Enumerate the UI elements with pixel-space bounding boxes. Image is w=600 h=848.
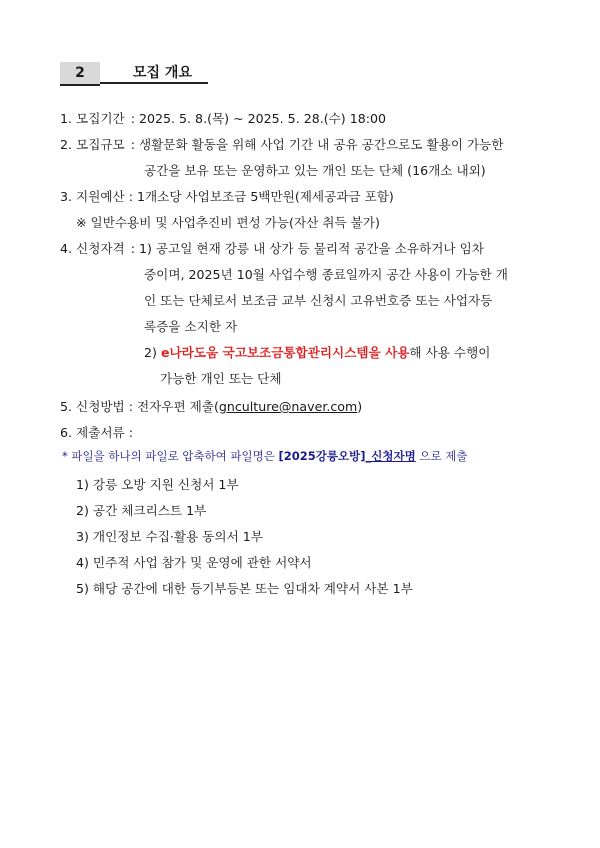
item-value: : 생활문화 활동을 위해 사업 기간 내 공유 공간으로도 활용이 가능한 xyxy=(130,137,504,152)
item-number: 3. xyxy=(60,189,73,204)
item-label: 제출서류 xyxy=(76,425,125,440)
item-scale xyxy=(60,134,503,153)
item-scale-line2: 공간을 보유 또는 운영하고 있는 개인 또는 단체 (16개소 내외) xyxy=(144,163,486,178)
note-filename: [2025강릉오방] xyxy=(278,449,366,463)
highlighted-system-name: e나라도움 국고보조금통합관리시스템을 사용 xyxy=(160,345,410,360)
item-label: 모집규모 xyxy=(76,137,125,152)
item-value-suffix: ) xyxy=(357,399,363,414)
item-label: 신청자격 xyxy=(76,241,125,256)
note-suffix: 으로 제출 xyxy=(419,449,468,463)
eligibility-line2: 중이며, 2025년 10월 사업수행 종료일까지 공간 사용이 가능한 개 xyxy=(144,267,508,282)
note-prefix: * 파일을 하나의 파일로 압축하여 파일명은 xyxy=(62,449,275,463)
documents-note xyxy=(62,448,467,464)
item-budget xyxy=(60,186,394,205)
document-list-item: 5) 해당 공간에 대한 등기부등본 또는 임대차 계약서 사본 1부 xyxy=(76,581,413,596)
item-value-prefix: : 전자우편 제출( xyxy=(128,399,219,414)
item-value: : 1개소당 사업보조금 5백만원(제세공과금 포함) xyxy=(128,189,394,204)
document-list-item: 1) 강릉 오방 지원 신청서 1부 xyxy=(76,477,239,492)
eligibility-condition2-line2: 가능한 개인 또는 단체 xyxy=(160,371,282,386)
item-eligibility xyxy=(60,238,484,257)
item-value: : 2025. 5. 8.(목) ~ 2025. 5. 28.(수) 18:00 xyxy=(130,111,387,126)
item-number: 1. xyxy=(60,111,73,126)
section-number-box xyxy=(60,62,100,86)
item-number: 4. xyxy=(60,241,73,256)
item-label: 신청방법 xyxy=(76,399,125,414)
document-list-item: 4) 민주적 사업 참가 및 운영에 관한 서약서 xyxy=(76,555,312,570)
eligibility-condition2 xyxy=(144,342,490,361)
document-list-item: 2) 공간 체크리스트 1부 xyxy=(76,503,207,518)
section-title-text: 모집 개요 xyxy=(133,65,192,81)
eligibility-line3: 인 또는 단체로서 보조금 교부 신청시 고유번호증 또는 사업자등 xyxy=(144,293,493,308)
item-colon: : xyxy=(128,425,133,440)
condition-rest: 해 사용 수행이 xyxy=(409,345,491,360)
condition-number: 2) xyxy=(144,345,157,360)
item-number: 2. xyxy=(60,137,73,152)
item-method xyxy=(60,396,362,415)
section-number: 2 xyxy=(75,65,85,81)
item-label: 지원예산 xyxy=(76,189,125,204)
section-title xyxy=(100,62,208,84)
item-label: 모집기간 xyxy=(76,111,125,126)
note-filename-suffix: _신청자명 xyxy=(365,449,416,463)
item-value: : 1) 공고일 현재 강릉 내 상가 등 물리적 공간을 소유하거나 임차 xyxy=(130,241,484,256)
item-number: 5. xyxy=(60,399,73,414)
document-list-item: 3) 개인정보 수집·활용 동의서 1부 xyxy=(76,529,263,544)
budget-note: ※ 일반수용비 및 사업추진비 편성 가능(자산 취득 불가) xyxy=(76,215,380,230)
eligibility-line4: 록증을 소지한 자 xyxy=(144,319,238,334)
item-period xyxy=(60,108,386,127)
email-link[interactable]: gnculture@naver.com xyxy=(218,399,358,414)
item-number: 6. xyxy=(60,425,73,440)
item-documents xyxy=(60,422,133,441)
